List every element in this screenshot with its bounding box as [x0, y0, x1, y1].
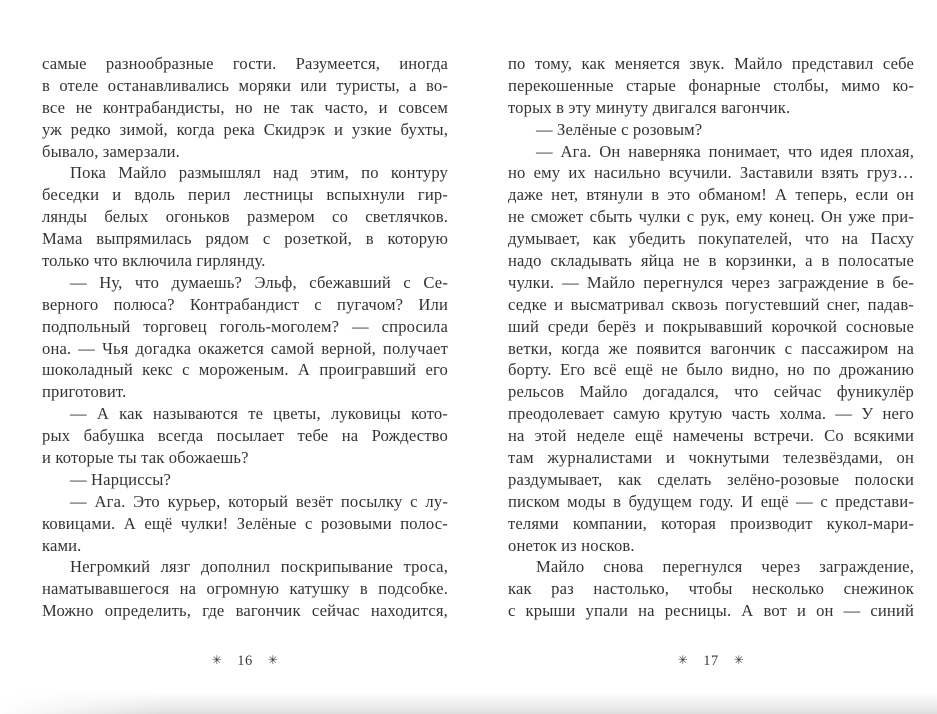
text-line: самые разнообразные гости. Разумеется, иногда: [42, 54, 448, 73]
page-footer-left: [42, 653, 448, 670]
text-line: все не контрабандисты, но не так часто, и совсем: [42, 97, 448, 117]
text-line: Пока Майло размышлял над этим, по контуру: [70, 163, 448, 183]
text-line: борту. Его всё ещё не было видно, но по дрожанию: [508, 360, 914, 380]
text-line: ветки, когда же появится вагончик с пассажиром на: [508, 338, 914, 358]
text-line: Негромкий лязг дополнил поскрипывание троса,: [70, 557, 448, 577]
text-line: только что включила гирлянду.: [42, 251, 266, 271]
text-line: телями компании, которая производит кукол-мари-: [508, 513, 914, 533]
text-line: подпольный торговец гоголь-моголем? — спросила: [42, 316, 448, 336]
page-right: [508, 53, 914, 714]
text-line: — А как называются те цветы, луковицы кото-: [70, 404, 448, 424]
text-line: даже нет, втянули в это обманом! А теперь, если он: [508, 185, 914, 205]
text-line: писком моды в будущем году. И ещё — с представи-: [508, 491, 914, 511]
text-line: и которые ты так обожаешь?: [42, 448, 249, 468]
text-line: не сможет сбыть чулки с рук, ему конец. Он уже при-: [508, 207, 914, 227]
text-line: Можно определить, где вагончик сейчас находится,: [42, 601, 448, 621]
text-line: беседки и вдоль перил лестницы вспыхнули гир-: [42, 185, 448, 205]
text-line: ший среди берёз и покрывавший корочкой сосновые: [508, 316, 914, 336]
text-line: — Ага. Он наверняка понимает, что идея плохая,: [536, 141, 914, 161]
text-line: верного полюса? Контрабандист с пугачом? Или: [42, 294, 448, 314]
text-line: но ему их насильно всучили. Заставили взять груз…: [508, 163, 914, 183]
text-line: шоколадный кекс с мороженым. А проигравший его: [42, 360, 448, 380]
page-number: 17: [703, 653, 719, 670]
text-line: по тому, как меняется звук. Майло представил себе: [508, 54, 914, 73]
text-line: с крыши упали на ресницы. А вот и он — синий: [508, 601, 914, 621]
text-line: на этой неделе ещё намечены встречи. Со всякими: [508, 426, 914, 446]
text-line: онеток из носков.: [508, 535, 635, 555]
text-line: чулки. — Майло перегнулся через заграждение в бе-: [508, 272, 914, 292]
text-line: надо складывать яйца не в корзинки, а в полосатые: [508, 251, 914, 271]
text-line: наматывавшегося на огромную катушку в подсобке.: [42, 579, 448, 599]
text-line: там журналистами и чокнутыми телезвёздами, он: [508, 448, 914, 468]
text-line: уж редко зимой, когда река Скидрэк и узкие бухты,: [42, 119, 448, 139]
text-line: раздумывает, как сделать зелёно-розовые полоски: [508, 469, 914, 489]
asterisk-ornament-icon: ✳: [267, 653, 279, 668]
text-line: приготовит.: [42, 382, 127, 402]
text-line: Мама выпрямилась рядом с розеткой, в которую: [42, 229, 448, 249]
text-column: [508, 53, 914, 622]
text-line: рых бабушка всегда посылает тебе на Рождество: [42, 426, 448, 446]
text-line: перекошенные старые фонарные столбы, мимо ко-: [508, 75, 914, 95]
text-line: — Ага. Это курьер, который везёт посылку с лу-: [70, 491, 448, 511]
text-line: ками.: [42, 535, 82, 555]
page-number: 16: [237, 653, 253, 670]
text-line: в отеле останавливались моряки или туристы, а во-: [42, 75, 448, 95]
asterisk-ornament-icon: ✳: [211, 653, 223, 668]
text-line: торых в эту минуту двигался вагончик.: [508, 97, 791, 117]
text-line: — Зелёные с розовым?: [536, 119, 703, 139]
text-line: преодолевает самую крутую часть холма. — У него: [508, 404, 914, 424]
text-line: она. — Чья догадка окажется самой верной, получает: [42, 338, 448, 358]
text-line: думывает, как убедить покупателей, что на Пасху: [508, 229, 914, 249]
asterisk-ornament-icon: ✳: [677, 653, 689, 668]
text-column: [42, 53, 448, 622]
text-line: ковицами. А ещё чулки! Зелёные с розовыми полос-: [42, 513, 448, 533]
text-line: седке и высматривал сквозь погустевший снег, падав-: [508, 294, 914, 314]
text-line: бывало, замерзали.: [42, 141, 180, 161]
asterisk-ornament-icon: ✳: [733, 653, 745, 668]
page-left: [42, 53, 448, 714]
text-line: — Ну, что думаешь? Эльф, сбежавший с Се-: [70, 272, 448, 292]
text-line: Майло снова перегнулся через заграждение,: [536, 557, 914, 577]
text-line: — Нарциссы?: [70, 469, 172, 489]
page-footer-right: [508, 653, 914, 670]
text-line: рельсов Майло догадался, что сейчас фуникулёр: [508, 382, 914, 402]
text-line: лянды белых огоньков размером со светлячков.: [42, 207, 448, 227]
text-line: как раз настолько, чтобы несколько снежинок: [508, 579, 914, 599]
